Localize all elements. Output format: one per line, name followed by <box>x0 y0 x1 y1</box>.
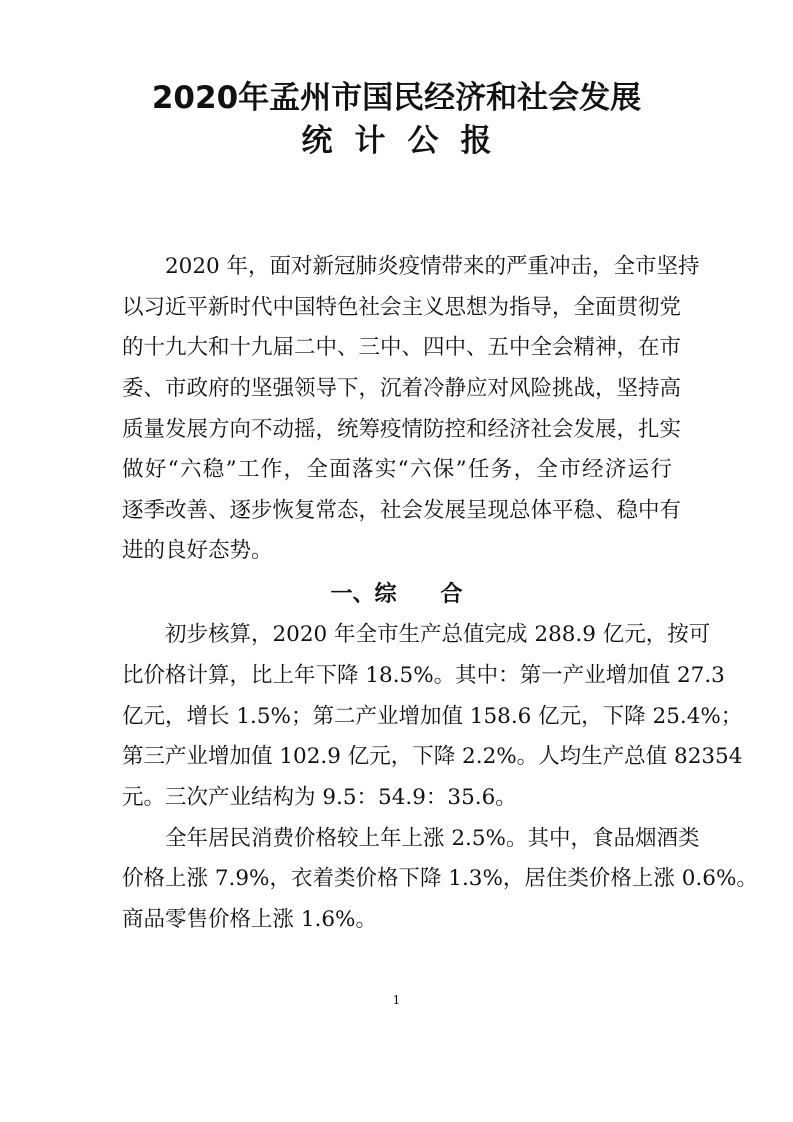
document-title: 2020年孟州市国民经济和社会发展 <box>151 80 642 116</box>
intro-line: 进的良好态势。 <box>122 538 273 563</box>
paragraph-line: 初步核算，2020 年全市生产总值完成 288.9 亿元，按可 <box>165 622 711 647</box>
intro-line: 质量发展方向不动摇，统筹疫情防控和经济社会发展，扎实 <box>122 417 682 442</box>
page-number: 1 <box>392 993 401 1007</box>
document-subtitle: 统计公报 <box>301 123 514 159</box>
intro-line: 的十九大和十九届二中、三中、四中、五中全会精神，在市 <box>122 335 682 360</box>
intro-line: 委、市政府的坚强领导下，沉着冷静应对风险挑战，坚持高 <box>122 376 682 401</box>
paragraph-line: 亿元，增长 1.5%；第二产业增加值 158.6 亿元，下降 25.4%； <box>122 704 743 729</box>
intro-line: 做好“六稳”工作，全面落实“六保”任务，全市经济运行 <box>122 457 672 482</box>
section-heading: 一、综 合 <box>330 582 463 607</box>
paragraph-line: 比价格计算，比上年下降 18.5%。其中：第一产业增加值 27.3 <box>122 663 725 688</box>
paragraph-line: 价格上涨 7.9%，衣着类价格下降 1.3%，居住类价格上涨 0.6%。 <box>122 866 758 891</box>
paragraph-line: 第三产业增加值 102.9 亿元，下降 2.2%。人均生产总值 82354 <box>122 744 743 769</box>
intro-line: 逐季改善、逐步恢复常态，社会发展呈现总体平稳、稳中有 <box>122 498 682 523</box>
intro-line: 2020 年，面对新冠肺炎疫情带来的严重冲击，全市坚持 <box>165 254 700 279</box>
paragraph-line: 全年居民消费价格较上年上涨 2.5%。其中，食品烟酒类 <box>165 826 700 851</box>
paragraph-line: 元。三次产业结构为 9.5：54.9：35.6。 <box>122 785 517 810</box>
intro-line: 以习近平新时代中国特色社会主义思想为指导，全面贯彻党 <box>122 295 682 320</box>
paragraph-line: 商品零售价格上涨 1.6%。 <box>122 907 377 932</box>
